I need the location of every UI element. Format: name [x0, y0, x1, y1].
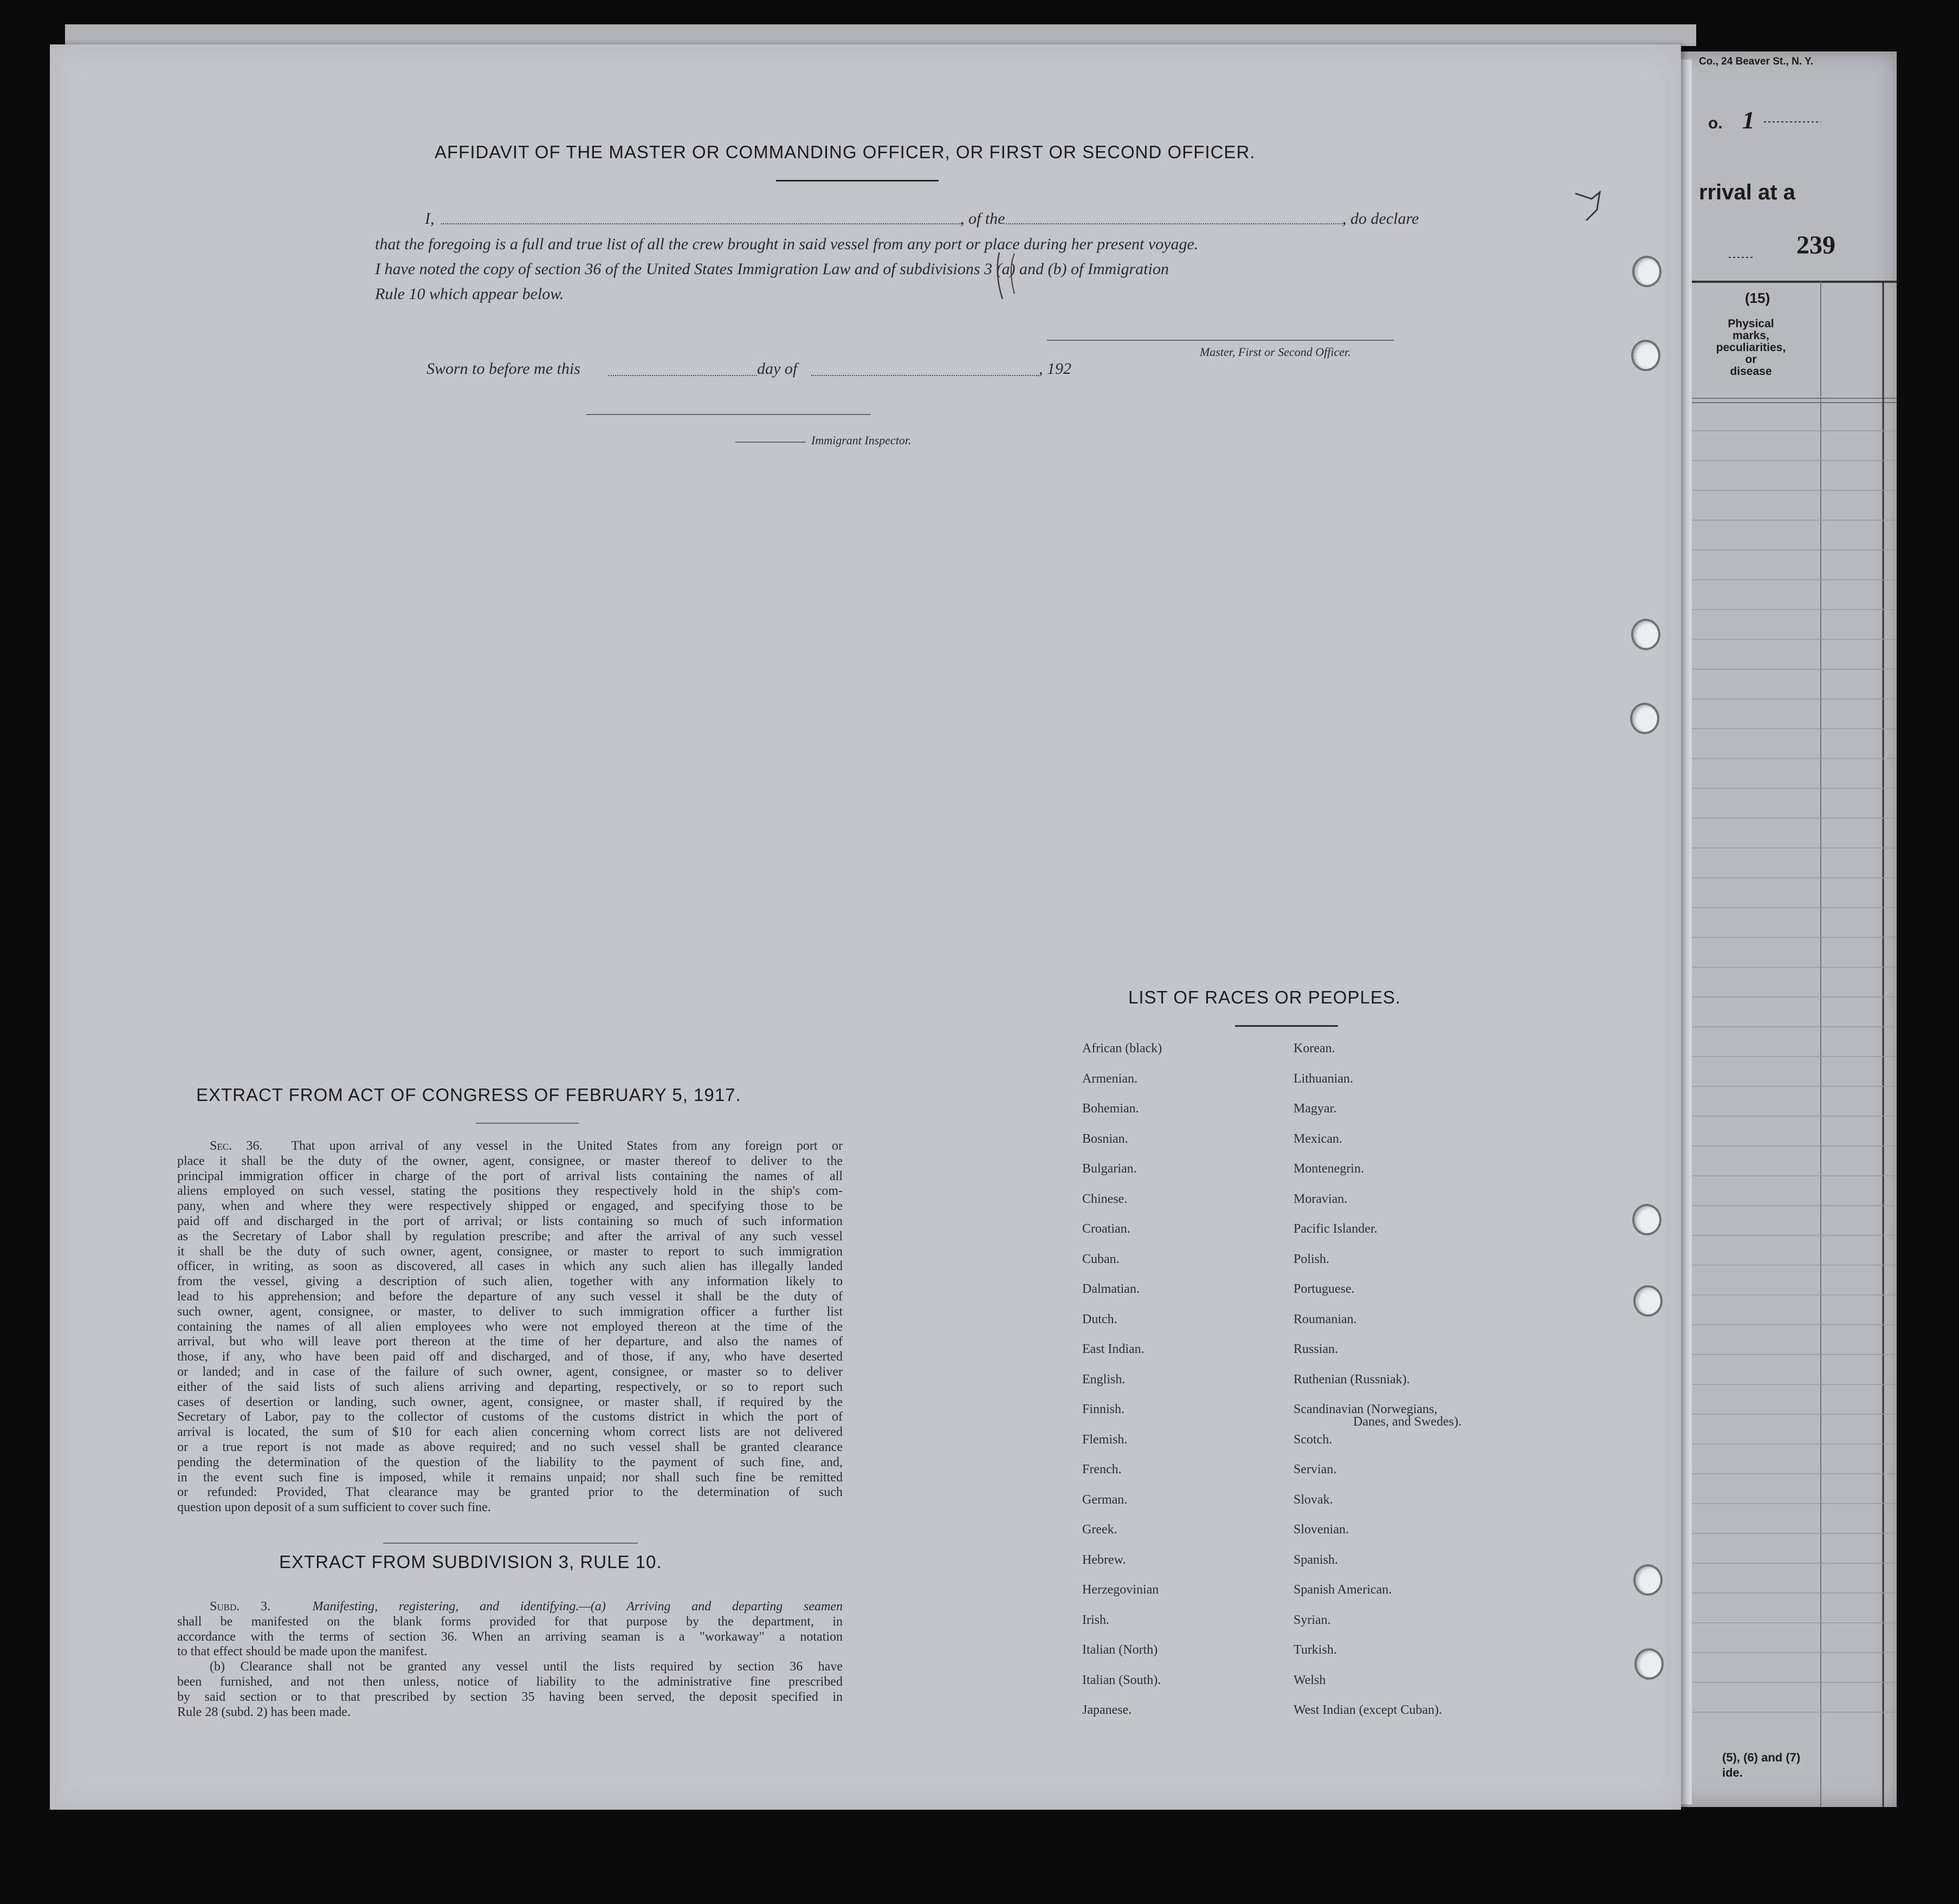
text-line: (b) Clearance shall not be granted any vessel until the lists required by section 36 have [210, 1660, 843, 1674]
punch-hole [1631, 619, 1660, 650]
race-item: French. [1082, 1462, 1122, 1476]
column-header-line: peculiarities, or [1716, 341, 1786, 366]
text-line: as the Secretary of Labor shall by regulation prescribe; and after the arrival of any such vessel [177, 1229, 843, 1244]
race-item: Roumanian. [1294, 1312, 1357, 1326]
race-item: English. [1082, 1372, 1126, 1387]
race-item: Slovenian. [1294, 1523, 1349, 1537]
sworn-start: Sworn to before me this [426, 360, 580, 378]
sworn-day: day of [757, 360, 798, 378]
race-item: Turkish. [1294, 1643, 1337, 1657]
text-line: Secretary of Labor, pay to the collector of customs of the customs district in which the port of [177, 1410, 843, 1424]
affidavit-line-1-mid: , of the [960, 210, 1005, 228]
race-item: Scotch. [1294, 1432, 1333, 1447]
race-item: Portuguese. [1294, 1282, 1355, 1296]
punch-hole [1633, 1285, 1663, 1317]
column-header-line: Physical marks, [1728, 318, 1774, 342]
extract-separator [383, 1543, 638, 1544]
punch-hole [1631, 340, 1660, 371]
race-item: Bosnian. [1082, 1131, 1128, 1146]
rule-10-text [177, 1599, 843, 1720]
race-item: Finnish. [1082, 1402, 1125, 1416]
race-item: African (black) [1082, 1041, 1162, 1055]
title-underline [776, 180, 939, 182]
text-line: been furnished, and not then unless, notice of liability to the administrative fine prescribed [177, 1674, 843, 1689]
inspector-short-line [735, 442, 806, 443]
pen-marks [993, 250, 1052, 310]
number-value: 1 [1742, 106, 1755, 134]
manifest-number [1708, 106, 1755, 134]
race-item: German. [1082, 1492, 1128, 1507]
race-item: Spanish. [1294, 1552, 1339, 1567]
section-label: Sec. 36. [210, 1139, 263, 1153]
races-title-underline [1235, 1025, 1338, 1027]
race-item: Japanese. [1082, 1703, 1132, 1717]
race-item: Chinese. [1082, 1191, 1128, 1206]
inspector-signature-line [586, 414, 871, 415]
punch-hole [1633, 1564, 1663, 1596]
footnote-line: (5), (6) and (7) [1722, 1751, 1801, 1764]
text-line: Rule 28 (subd. 2) has been made. [177, 1705, 351, 1719]
affidavit-line-1-end: , do declare [1342, 210, 1419, 228]
sworn-day-blank [608, 375, 757, 376]
text-line: arrival is located, the sum of $10 for each alien concerning whom correct lists are not delivered [177, 1425, 843, 1440]
race-item: Moravian. [1294, 1191, 1348, 1206]
text-line: those, if any, who have been paid off and discharged, and of those, if any, who have deserted [177, 1350, 843, 1364]
signature-line [1047, 340, 1394, 341]
race-item: Servian. [1294, 1462, 1337, 1476]
footnote-line: ide. [1722, 1765, 1743, 1779]
text-line: or a true report is not made as above required; and no such vessel shall be granted clearance [177, 1440, 843, 1454]
text-line [177, 1139, 843, 1154]
affidavit-line-2: that the foregoing is a full and true list of all the crew brought in said vessel from any port or place during her present voyage. [375, 235, 1199, 253]
text-line: by said section or to that prescribed by section 35 having been served, the deposit specified in [177, 1689, 843, 1704]
text-line: it shall be the duty of such owner, agent, consignee, or master to report to such immigration [177, 1244, 843, 1259]
text-line: lead to his apprehension; and before the departure of any such vessel it shall be the duty of [177, 1289, 843, 1304]
text-line: pending the determination of the question of the liability to the payment of such fine, and, [177, 1455, 843, 1469]
affidavit-line-1-start: I, [425, 210, 435, 228]
text-line: paid off and discharged in the port of arrival; or lists containing so much of such information [177, 1214, 843, 1228]
form-page [50, 44, 1681, 1810]
extract-rule-title: EXTRACT FROM SUBDIVISION 3, RULE 10. [279, 1552, 662, 1572]
extract-act-underline [476, 1123, 579, 1124]
text-line: or refunded: Provided, That clearance may be granted prior to the determination of such [177, 1485, 843, 1500]
number-prefix: o. [1708, 114, 1723, 132]
text-line: such owner, agent, consignee, or master, to deliver to such immigration officer a further list [177, 1304, 843, 1319]
text-line: question upon deposit of a sum sufficient to cover such fine. [177, 1500, 491, 1515]
text-line: arrival, but who will leave port thereon at the time of her departure, and also the names of [177, 1335, 843, 1349]
vessel-blank [1004, 223, 1345, 224]
ink-blot [1570, 183, 1613, 231]
race-item: Polish. [1294, 1252, 1330, 1266]
text-line: from the vessel, giving a description of such alien, together with any information likely to [177, 1274, 843, 1289]
text-line: to that effect should be made upon the manifest. [177, 1644, 428, 1659]
text-line: pany, when and where they were respectively shipped or engaged, and specifying those to be [177, 1199, 843, 1214]
race-item: Bulgarian. [1082, 1162, 1137, 1176]
text-line: cases of desertion or landing, such owner, agent, consignee, or master shall, if required by the [177, 1395, 843, 1409]
race-item: Pacific Islander. [1294, 1222, 1378, 1236]
section-36-text [177, 1139, 843, 1516]
text-line: aliens employed on such vessel, stating the positions they respectively hold in the ship's com- [177, 1184, 843, 1199]
race-item: Italian (South). [1082, 1673, 1161, 1687]
race-item: Magyar. [1294, 1102, 1337, 1116]
text-line: or landed; and in case of the failure of such owner, agent, consignee, or master so to deliver [177, 1364, 843, 1379]
race-item: Montenegrin. [1294, 1162, 1364, 1176]
affidavit-title: AFFIDAVIT OF THE MASTER OR COMMANDING OFFICER, OR FIRST OR SECOND OFFICER. [435, 142, 1256, 162]
punch-hole [1632, 1204, 1661, 1235]
race-item: Irish. [1082, 1612, 1109, 1627]
sworn-month-blank [811, 375, 1039, 376]
race-item: Syrian. [1294, 1612, 1331, 1627]
signature-label: Master, First or Second Officer. [1200, 345, 1351, 359]
punch-hole [1634, 1648, 1664, 1680]
race-item-continuation: Danes, and Swedes). [1353, 1415, 1462, 1429]
text-line: either of the said lists of such aliens arriving and departing, respectively, or so to report such [177, 1380, 843, 1394]
publisher-imprint: Co., 24 Beaver St., N. Y. [1699, 56, 1813, 67]
race-item: Slovak. [1294, 1492, 1333, 1507]
race-item: Cuban. [1082, 1252, 1120, 1266]
column-number: (15) [1745, 290, 1770, 306]
race-item: Spanish American. [1294, 1583, 1392, 1597]
race-item: Korean. [1294, 1041, 1335, 1055]
races-title: LIST OF RACES OR PEOPLES. [1128, 987, 1401, 1007]
race-item: Dalmatian. [1082, 1282, 1140, 1296]
punch-hole [1630, 703, 1659, 734]
race-item: Dutch. [1082, 1312, 1117, 1326]
subdivision-label: Subd. 3. [210, 1599, 270, 1614]
race-item: Croatian. [1082, 1222, 1130, 1236]
column-header-line: disease [1730, 365, 1772, 378]
text-line: principal immigration officer in charge of the port of arrival lists containing the names of all [177, 1169, 843, 1183]
sworn-year: , 192 [1039, 360, 1071, 378]
column-grid [1658, 51, 1897, 1807]
text-line: shall be manifested on the blank forms provided for that purpose by the department, in [177, 1614, 843, 1629]
text-line: in the event such fine is imposed, while it remains unpaid; nor shall such fine be remitted [177, 1470, 843, 1485]
race-item: Flemish. [1082, 1432, 1128, 1447]
affidavit-line-4: Rule 10 which appear below. [375, 285, 564, 303]
text-line [177, 1599, 843, 1615]
race-item: Scandinavian (Norwegians, [1294, 1402, 1438, 1416]
footnote-fragment [1690, 1750, 1800, 1780]
inspector-label: Immigrant Inspector. [811, 433, 911, 447]
text-line-content: Manifesting, registering, and identifying.—(a) Arriving and departing seamen [312, 1599, 843, 1614]
race-item: Welsh [1294, 1673, 1326, 1687]
affidavit-line-3: I have noted the copy of section 36 of the United States Immigration Law and of subdivisions 3 (a) and (b) of Immigration [375, 260, 1169, 278]
race-item: West Indian (except Cuban). [1294, 1703, 1442, 1717]
text-line: place it shall be the duty of the owner, agent, consignee, or master thereof to deliver to the [177, 1154, 843, 1168]
text-line: officer, in writing, as soon as discovered, all cases in which any such alien has illegally landed [177, 1259, 843, 1274]
underlying-manifest-sheet [1658, 51, 1897, 1807]
race-item: Armenian. [1082, 1071, 1137, 1086]
arrival-fragment: rrival at a [1699, 180, 1795, 204]
race-item: Greek. [1082, 1523, 1117, 1537]
race-item: Bohemian. [1082, 1102, 1139, 1116]
race-item: Mexican. [1294, 1131, 1342, 1146]
race-item: East Indian. [1082, 1342, 1145, 1356]
text-line: containing the names of all alien employees who were not employed thereon at the time of the [177, 1319, 843, 1334]
name-blank [441, 223, 961, 224]
page-top-edge [65, 24, 1696, 46]
race-item: Hebrew. [1082, 1552, 1126, 1567]
race-item: Ruthenian (Russniak). [1294, 1372, 1410, 1387]
column-header [1710, 318, 1792, 378]
race-item: Italian (North) [1082, 1643, 1158, 1657]
extract-act-title: EXTRACT FROM ACT OF CONGRESS OF FEBRUARY 5, 1917. [196, 1085, 741, 1105]
race-item: Lithuanian. [1294, 1071, 1353, 1086]
text-line-content: That upon arrival of any vessel in the United States from any foreign port or [291, 1139, 843, 1153]
page-number: 239 [1796, 231, 1835, 260]
race-item: Herzegovinian [1082, 1583, 1159, 1597]
text-line: accordance with the terms of section 36. When an arriving seaman is a "workaway" a notation [177, 1629, 843, 1644]
punch-hole [1632, 256, 1661, 287]
race-item: Russian. [1294, 1342, 1339, 1356]
